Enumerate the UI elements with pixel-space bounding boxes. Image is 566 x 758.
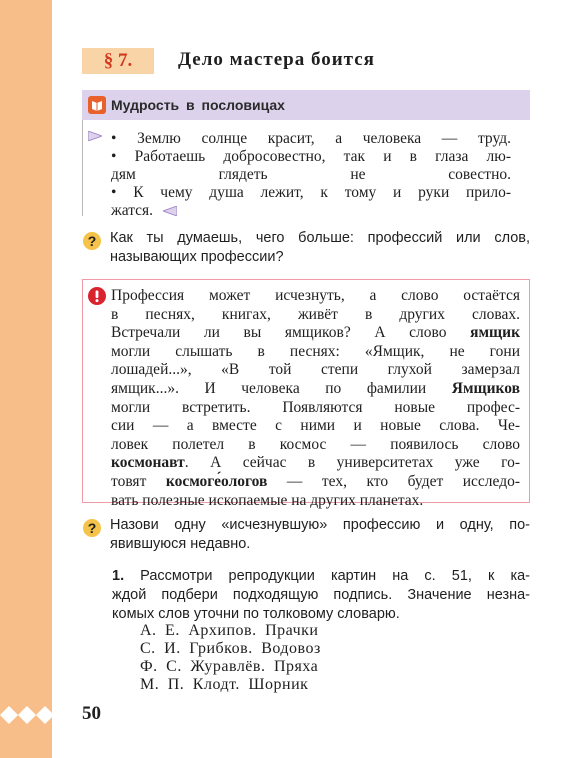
question-line: Как ты думаешь, чего больше: профессий или слов, (110, 230, 530, 246)
question-icon (82, 231, 102, 251)
question-text (110, 229, 530, 267)
wisdom-title: Мудрость в пословицах (111, 97, 285, 113)
info-line: Профессия может исчезнуть, а слово остаётся (111, 287, 520, 304)
question-text (110, 516, 530, 554)
info-line: могли слышать в песнях: «Ямщик, не гони (111, 342, 520, 360)
info-keyword: ямщик (470, 324, 520, 342)
task-fragment: Рассмотри репродукции картин на с. 51, к ка- (124, 568, 530, 584)
proverb-line: жатся. (111, 202, 154, 219)
info-line: могли встретить. Появляются новые профес- (111, 398, 520, 416)
painting-item: С. И. Грибков. Водовоз (140, 640, 321, 657)
info-line (111, 454, 520, 473)
svg-text:?: ? (87, 233, 97, 249)
info-fragment: . А сейчас в университетах уже го- (184, 454, 520, 472)
info-text (111, 287, 520, 510)
info-line: сии — а вместе с ними и новые слова. Че- (111, 417, 520, 435)
proverb-line: • Работаешь добросовестно, так и в глаза лю- (111, 148, 511, 165)
margin-strip (0, 0, 52, 758)
info-keyword: Ямщиков (451, 379, 520, 397)
diamond-ornament (0, 700, 54, 730)
svg-text:?: ? (87, 520, 97, 536)
info-box (82, 279, 530, 509)
task-number: 1. (112, 568, 125, 584)
info-fragment: товят (111, 472, 166, 490)
info-line (111, 473, 520, 492)
info-keyword: космоге́ологов (165, 472, 268, 490)
paintings-list (140, 622, 321, 694)
painting-item: М. П. Клодт. Шорник (140, 676, 309, 693)
info-fragment: ямщик...». И человека по фамилии (111, 379, 452, 397)
info-keyword: космонавт (111, 454, 185, 472)
info-fragment: — тех, кто будет исследо- (267, 472, 520, 490)
question-icon (82, 518, 102, 538)
proverb-line-end (111, 202, 511, 220)
info-line: в песнях, книгах, живёт в других словах. (111, 305, 520, 323)
info-fragment: Встречали ли вы ямщиков? А слово (111, 324, 471, 342)
task-line (112, 567, 530, 586)
triangle-arrow-icon (163, 206, 177, 216)
info-line: вать полезные ископаемые на других планетах. (111, 491, 424, 509)
proverbs-block (82, 120, 531, 219)
question-line: явившуюся недавно. (110, 536, 251, 552)
info-line (111, 324, 520, 343)
section-title: Дело мастера боится (178, 49, 375, 70)
exclamation-icon (88, 287, 106, 305)
painting-item: А. Е. Архипов. Прачки (140, 622, 319, 639)
info-line (111, 380, 520, 399)
task-line: комых слов уточни по толковому словарю. (112, 606, 400, 622)
proverb-line: • Землю солнце красит, а человека — труд. (111, 130, 511, 147)
book-icon (88, 96, 106, 114)
info-line: ловек полетел в космос — появилось слово (111, 435, 520, 453)
triangle-arrow-icon (88, 131, 102, 141)
task-line: ждой подбери подходящую подпись. Значение незна- (112, 587, 530, 603)
wisdom-header (82, 90, 530, 120)
question-line: называющих профессии? (110, 249, 284, 265)
section-number: § 7. (82, 48, 154, 74)
painting-item: Ф. С. Журавлёв. Пряха (140, 658, 319, 675)
page-number: 50 (82, 703, 101, 724)
proverb-line: дям глядеть не совестно. (111, 166, 511, 183)
proverb-line: • К чему душа лежит, к тому и руки прило- (111, 184, 511, 201)
task-block (112, 567, 530, 624)
info-line: лошадей...», «В той степи глухой замерзал (111, 361, 520, 379)
question-line: Назови одну «исчезнувшую» профессию и одну, по- (110, 517, 530, 533)
